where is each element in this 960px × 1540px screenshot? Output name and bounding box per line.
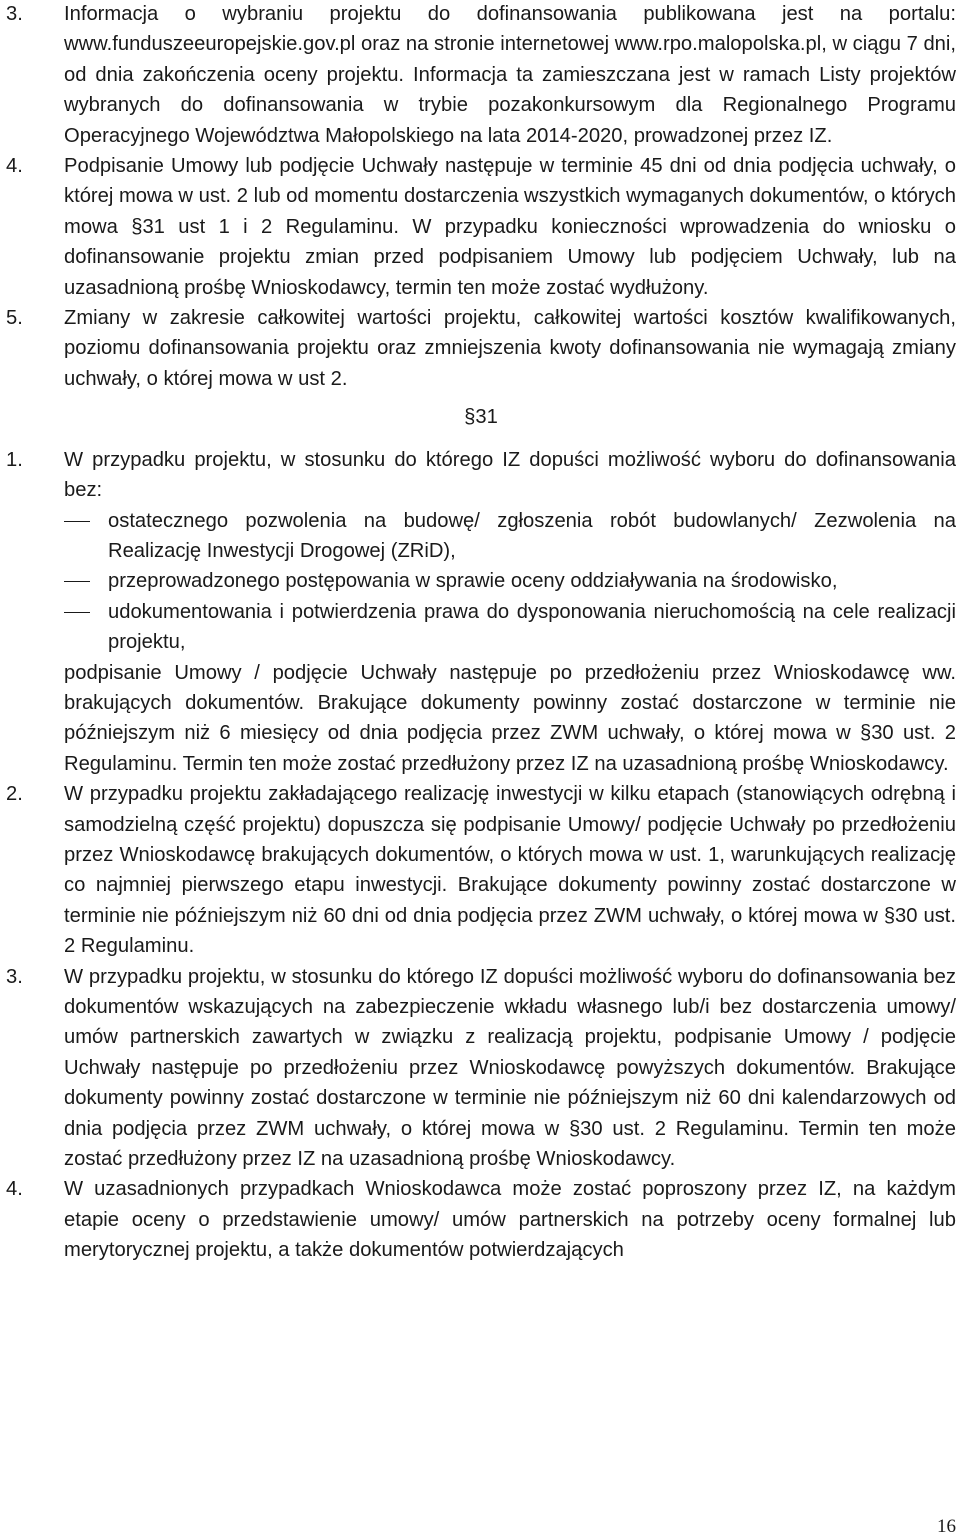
item-text: W przypadku projektu zakładającego realizację inwestycji w kilku etapach (stanowiących odrębną i samodzielną część projektu) dopuszcza się podpisanie Umowy/ podjęcie Uchwały po przedłożeniu przez Wnioskodawcę brakujących dokumentów, o których mowa w ust. 1, warunkujących realizację co najmniej pierwszego etapu inwestycji. Brakujące dokumenty powinny zostać dostarczone w terminie nie późniejszym niż 60 dni od dnia podjęcia przez ZWM uchwały, o której mowa w §30 ust. 2 Regulaminu. <box>64 783 956 958</box>
list-item <box>6 445 956 506</box>
item-number: 3. <box>6 3 23 25</box>
dash-item: ostatecznego pozwolenia na budowę/ zgłoszenia robót budowlanych/ Zezwolenia na Realizację Inwestycji Drogowej (ZRiD), <box>64 506 956 567</box>
item-number: 1. <box>6 448 23 471</box>
item-text: Zmiany w zakresie całkowitej wartości projektu, całkowitej wartości kosztów kwalifikowanych, poziomu dofinansowania projektu oraz zmniejszenia kwoty dofinansowania nie wymagają zmiany uchwały, o której mowa w ust 2. <box>64 307 956 390</box>
item-number: 2. <box>6 783 23 806</box>
item-number: 3. <box>6 965 23 988</box>
item-number: 4. <box>6 1178 23 1201</box>
section-heading: §31 <box>464 406 498 429</box>
page-number: 16 <box>937 1516 956 1537</box>
list-item <box>6 151 956 303</box>
item-number: 4. <box>6 155 23 178</box>
dash-item: przeprowadzonego postępowania w sprawie oceny oddziaływania na środowisko, <box>64 566 956 596</box>
item-continuation: podpisanie Umowy / podjęcie Uchwały następuje po przedłożeniu przez Wnioskodawcę ww. brakujących dokumentów. Brakujące dokumenty powinny zostać dostarczone w terminie nie późniejszym niż 6 miesięcy od dnia podjęcia przez ZWM uchwały, o której mowa w §30 ust. 2 Regulaminu. Termin ten może zostać przedłużony przez IZ na uzasadnioną prośbę Wnioskodawcy. <box>64 661 956 775</box>
list-item <box>6 1174 956 1265</box>
item-text: Podpisanie Umowy lub podjęcie Uchwały następuje w terminie 45 dni od dnia podjęcia uchwały, o której mowa w ust. 2 lub od momentu dostarczenia wszystkich wymaganych dokumentów, o których mowa §31 ust 1 i 2 Regulaminu. W przypadku konieczności wprowadzenia do wniosku o dofinansowanie projektu zmian przed podpisaniem Umowy lub podjęciem Uchwały, lub na uzasadnioną prośbę Wnioskodawcy, termin ten może zostać wydłużony. <box>64 155 957 299</box>
list-item <box>6 0 956 151</box>
item-text: Informacja o wybraniu projektu do dofinansowania publikowana jest na portalu: www.funduszeeuropejskie.gov.pl oraz na stronie internetowej www.rpo.malopolska.pl, w ciągu 7 dni, od dnia zakończenia oceny projektu. Informacja ta zamieszczana jest w ramach Listy projektów wybranych do dofinansowania w trybie pozakonkursowym dla Regionalnego Programu Operacyjnego Województwa Małopolskiego na lata 2014-2020, prowadzonej przez IZ. <box>64 3 956 147</box>
list-item <box>6 779 956 961</box>
item-text: W uzasadnionych przypadkach Wnioskodawca może zostać poproszony przez IZ, na każdym etapie oceny o przedstawienie umowy/ umów partnerskich na potrzeby oceny formalnej lub merytorycznej projektu, a także dokumentów potwierdzających <box>64 1178 956 1262</box>
item-number: 5. <box>6 307 23 330</box>
dash-item: udokumentowania i potwierdzenia prawa do dysponowania nieruchomością na cele realizacji projektu, <box>64 597 956 658</box>
dash-list <box>64 506 956 658</box>
item-intro: W przypadku projektu, w stosunku do którego IZ dopuści możliwość wyboru do dofinansowania bez: <box>64 448 956 502</box>
list-item <box>6 303 956 394</box>
item-text: W przypadku projektu, w stosunku do którego IZ dopuści możliwość wyboru do dofinansowania bez dokumentów wskazujących na zabezpieczenie wkładu własnego lub/i bez dostarczenia umowy/ umów partnerskich zawartych w związku z realizacją projektu, podpisanie Umowy / podjęcie Uchwały następuje po przedłożeniu przez Wnioskodawcę powyższych dokumentów. Brakujące dokumenty powinny zostać dostarczone w terminie nie późniejszym niż 60 dni kalendarzowych od dnia podjęcia przez ZWM uchwały, o której mowa w §30 ust. 2 Regulaminu. Termin ten może zostać przedłużony przez IZ na uzasadnioną prośbę Wnioskodawcy. <box>64 965 956 1171</box>
list-item <box>6 962 956 1175</box>
document-body <box>6 0 956 1266</box>
